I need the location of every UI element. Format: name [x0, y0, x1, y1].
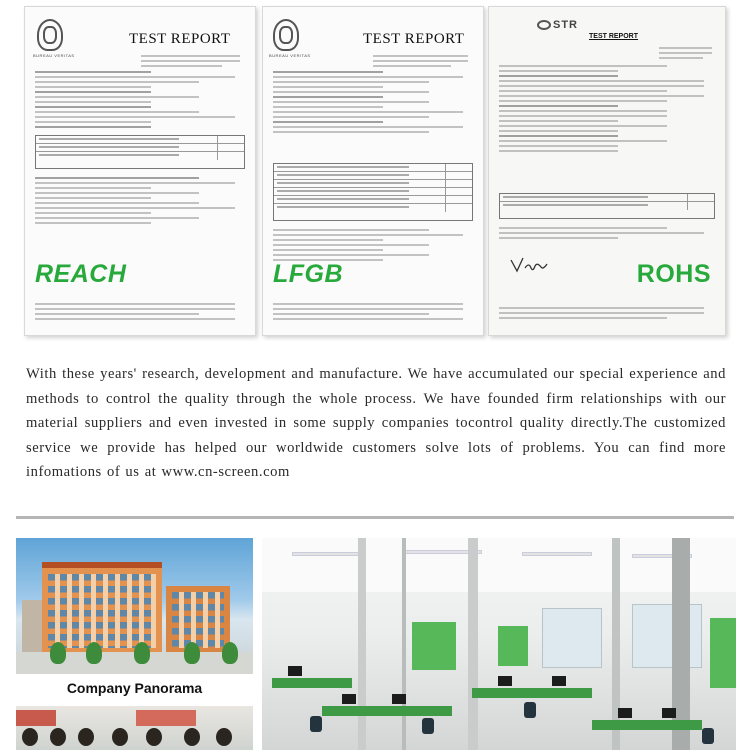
- reach-label: REACH: [35, 260, 127, 288]
- reach-certificate: [24, 6, 256, 336]
- footer-lines: [35, 303, 245, 323]
- applicant-lines: [499, 65, 715, 155]
- rohs-label: ROHS: [636, 260, 711, 288]
- bureau-veritas-logo-icon: [37, 19, 63, 51]
- remarks-lines: [35, 177, 245, 227]
- signature-mark: [509, 256, 549, 277]
- applicant-lines: [35, 71, 245, 131]
- office-photo: [262, 538, 736, 750]
- footer-lines: [273, 303, 473, 323]
- test-results-table: [273, 163, 473, 221]
- lfgb-certificate: [262, 6, 484, 336]
- footer-lines: [499, 307, 715, 322]
- str-logo: STR: [537, 19, 578, 31]
- lfgb-label: LFGB: [273, 260, 344, 288]
- team-photo: [16, 706, 253, 750]
- lab-meta-lines: [141, 55, 245, 70]
- test-requested-table: [35, 135, 245, 169]
- conclusion-table: [499, 193, 715, 219]
- rohs-certificate: [488, 6, 726, 336]
- certificate-header: TEST REPORT: [363, 31, 465, 47]
- remarks-lines: [499, 227, 715, 242]
- applicant-lines: [273, 71, 473, 136]
- lab-meta-lines: [373, 55, 473, 70]
- company-intro-text: With these years' research, development and manufacture. We have accumulated our special experience and methods to control the quality through the whole process. We have founded firm relationships with our material suppliers and even invested in some supply companies tocontrol quality directly.The customized service we provide has helped our worldwide customers solve lots of problems. You can find more infomations of us at www.cn-screen.com: [26, 366, 726, 480]
- certificate-header: TEST REPORT: [589, 33, 639, 40]
- certificate-brand: BUREAU VERITAS: [269, 53, 311, 58]
- lab-meta-lines: [659, 47, 715, 62]
- section-divider: [16, 516, 734, 519]
- certificate-brand: BUREAU VERITAS: [33, 53, 75, 58]
- panorama-caption: Company Panorama: [66, 680, 203, 696]
- certificate-header: TEST REPORT: [129, 31, 231, 47]
- bureau-veritas-logo-icon: [273, 19, 299, 51]
- remarks-lines: [273, 229, 473, 264]
- company-panorama-photo: [16, 538, 253, 674]
